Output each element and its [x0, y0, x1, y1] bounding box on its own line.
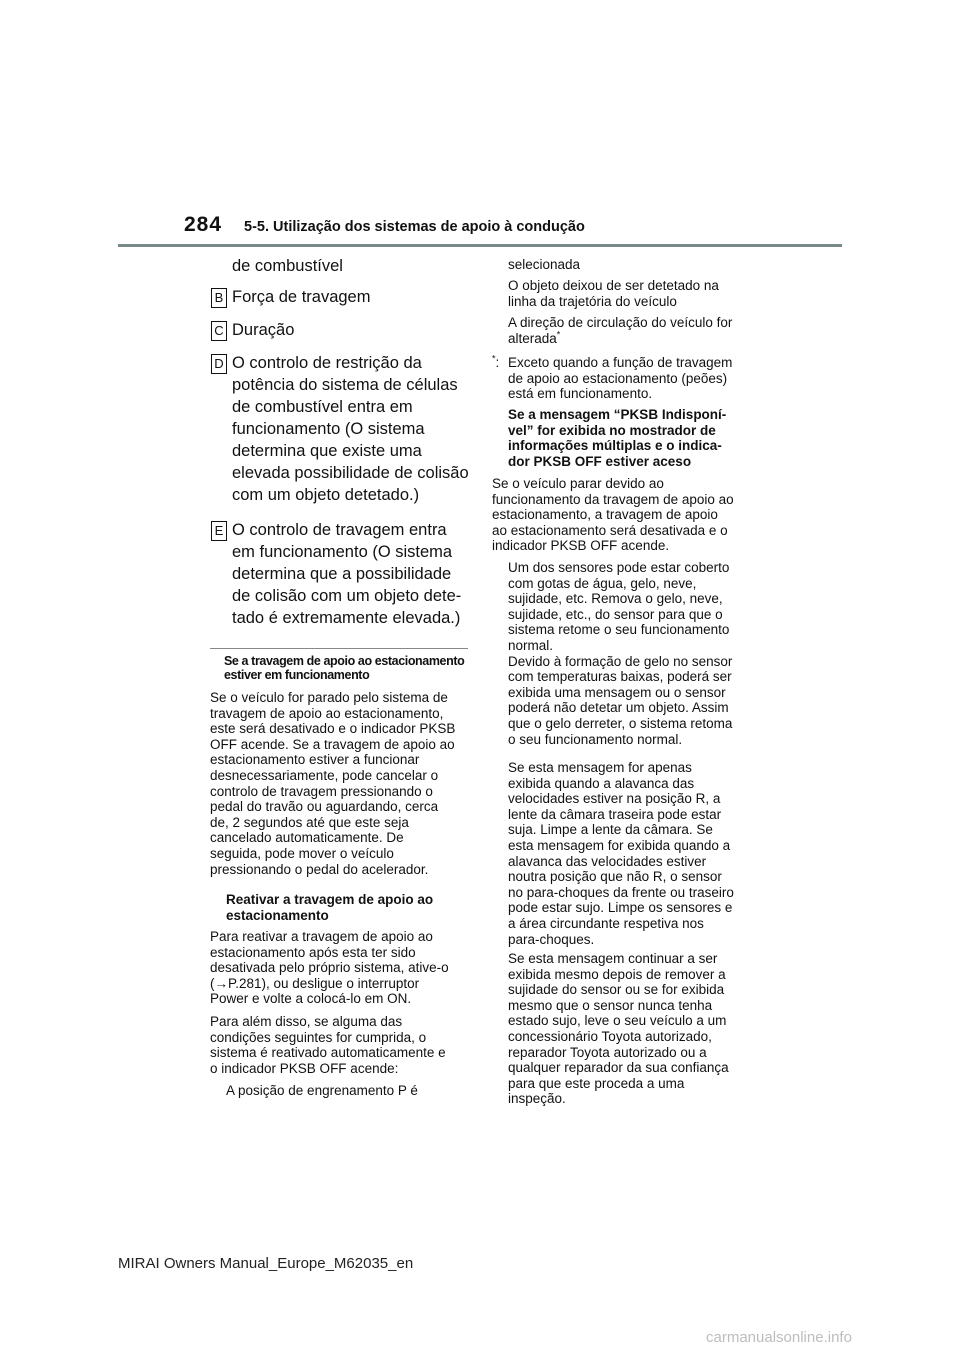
footnote: *: Exceto quando a função de travagem de apoio ao estacionamento (peões) está em funcionamento. [492, 353, 733, 402]
unavailable-body: Se o veículo parar devido ao funcionamento da travagem de apoio ao estacionamento, a travagem de apoio ao estacionamento será desativada e o indicador PKSB OFF acende. [492, 476, 734, 554]
badge-e: E [211, 521, 227, 541]
sensor-item: Um dos sensores pode estar coberto com gotas de água, gelo, neve, sujidade, etc. Remova o gelo, neve, sujidade, etc., do sensor para que o sistema retome o seu funcionamento normal. Devido à formação de gelo no sensor com temperaturas baixas, poderá ser exibida uma mensagem ou o sensor poderá não detetar um objeto. Assim que o gelo derreter, o sistema retoma o seu funcionamento normal. [508, 560, 733, 747]
item-b-text: Força de travagem [232, 288, 371, 306]
badge-b: B [211, 288, 227, 308]
subhead-unavailable: Se a mensagem “PKSB Indisponí- vel” for exibida no mostrador de informações múltiplas e o indica- dor PKSB OFF estiver aceso [508, 407, 727, 469]
note-title: Se a travagem de apoio ao estacionamento estiver em funcionamento [224, 654, 465, 682]
reactivate-body: Para reativar a travagem de apoio ao estacionamento após esta ter sido desativada pelo próprio sistema, ative-o (→P.281), ou desligue o interruptor Power e volte a colocá-lo em ON. [210, 929, 449, 1007]
badge-c: C [211, 321, 227, 341]
condition-2: O objeto deixou de ser detetado na linha da trajetória do veículo [508, 278, 719, 309]
condition-1-tail: selecionada [508, 257, 581, 272]
note-body: Se o veículo for parado pelo sistema de travagem de apoio ao estacionamento, este será desativado e o indicador PKSB OFF acende. Se a travagem de apoio ao estacionamento estiver a funcionar desnecessariamente, pode cancelar o controlo de travagem pressionando o pedal do travão ou aguardando, cerca de, 2 segundos até que este seja cancelado automaticamente. De seguida, pode mover o veículo pressionando o pedal do acelerador. [210, 690, 456, 877]
item-e-text: O controlo de travagem entra em funcionamento (O sistema determina que a possibilidade de colisão com um objeto dete- tado é extremamente elevada.) [232, 521, 462, 627]
condition-1: A posição de engrenamento P é [226, 1083, 418, 1098]
footer-text: MIRAI Owners Manual_Europe_M62035_en [118, 1255, 414, 1272]
section-title: 5-5. Utilização dos sistemas de apoio à condução [244, 219, 585, 235]
dealer-item: Se esta mensagem continuar a ser exibida mesmo depois de remover a sujidade do sensor ou se for exibida mesmo que o sensor nunca tenha estado sujo, leve o seu veículo a um concessionário Toyota autorizado, reparador Toyota autorizado ou a qualquer reparador da sua confiança para que este proceda a uma inspeção. [508, 951, 729, 1107]
badge-d: D [211, 354, 227, 374]
item-c-text: Duração [232, 321, 295, 339]
condition-3: A direção de circulação do veículo for alterada* [508, 315, 733, 346]
watermark: carmanualsonline.info [706, 1329, 852, 1346]
item-a-tail: de combustível [232, 257, 343, 275]
page-number: 284 [184, 213, 223, 236]
note-divider [210, 648, 468, 649]
camera-item: Se esta mensagem for apenas exibida quando a alavanca das velocidades estiver na posição R, a lente da câmara traseira pode estar suja. Limpe a lente da câmara. Se esta mensagem for exibida quando a alavanca das velocidades estiver noutra posição que não R, o sensor no para-choques da frente ou traseiro pode estar sujo. Limpe os sensores e a área circundante respetiva nos para-choques. [508, 760, 734, 947]
header-divider [118, 244, 842, 247]
item-d-text: O controlo de restrição da potência do sistema de células de combustível entra em funcionamento (O sistema determina que existe uma elevada possibilidade de colisão com um objeto detetado.) [232, 354, 469, 504]
footnote-ref: * [556, 329, 561, 340]
conditions-body: Para além disso, se alguma das condições seguintes for cumprida, o sistema é reativado automaticamente e o indicador PKSB OFF acende: [210, 1014, 446, 1076]
subhead-reactivate: Reativar a travagem de apoio ao estacionamento [226, 892, 434, 923]
